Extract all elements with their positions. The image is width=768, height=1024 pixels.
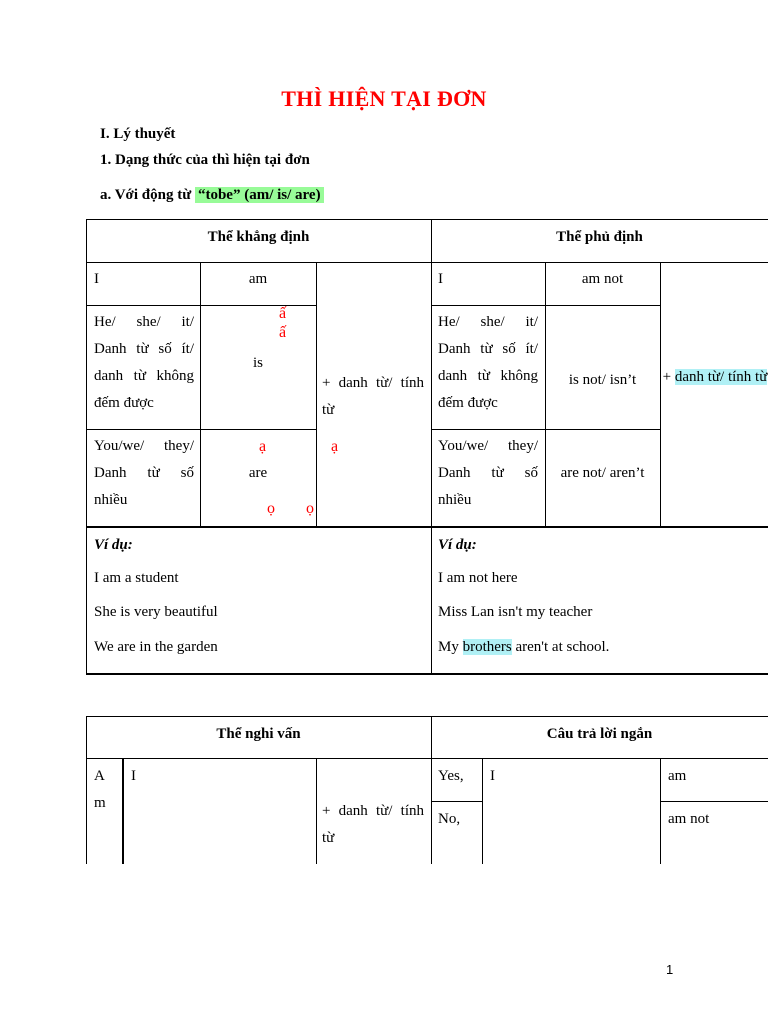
neg-example: Miss Lan isn't my teacher <box>438 604 593 620</box>
aff-verb-is: is <box>252 355 263 371</box>
aff-subject-i: I <box>94 271 99 287</box>
annotation-mark: ọ <box>267 500 275 517</box>
header-affirmative: Thể khẳng định <box>207 229 310 245</box>
question-verb: A m <box>94 768 106 811</box>
neg-verb-is-not: is not/ isn’t <box>568 372 637 388</box>
aff-example: I am a student <box>94 570 179 586</box>
annotation-mark: ạ <box>331 438 339 455</box>
annotation-mark: ạ <box>259 438 267 455</box>
aff-subject-he-she-it: He/ she/ it/ Danh từ số ít/ danh từ không đếm được <box>94 314 194 411</box>
page-number: 1 <box>666 962 674 977</box>
header-negative: Thể phủ định <box>556 229 643 245</box>
neg-example: I am not here <box>438 570 518 586</box>
annotation-mark: ọ <box>306 500 314 517</box>
question-complement: + danh từ/ tính từ <box>322 803 424 846</box>
aff-complement: + danh từ/ tính từ <box>322 375 424 418</box>
question-subject: I <box>131 768 136 784</box>
aff-verb-am: am <box>248 271 268 287</box>
tobe-highlight: “tobe” (am/ is/ are) <box>195 187 324 203</box>
neg-complement-prefix: + <box>662 369 675 385</box>
answer-am: am <box>668 768 687 784</box>
section-heading-tobe-prefix: a. Với động từ <box>100 187 195 203</box>
aff-verb-are: are <box>248 465 268 481</box>
neg-verb-are-not: are not/ aren’t <box>560 465 645 481</box>
neg-subject-you-we-they: You/we/ they/ Danh từ số nhiều <box>438 438 538 508</box>
neg-example3-after: aren't at school. <box>511 639 610 655</box>
section-heading-tobe <box>100 187 324 204</box>
section-heading-theory: I. Lý thuyết <box>100 126 176 142</box>
neg-example <box>438 634 609 661</box>
neg-complement-highlight: danh từ/ tính từ <box>674 369 768 385</box>
aff-subject-you-we-they: You/we/ they/ Danh từ số nhiều <box>94 438 194 508</box>
neg-subject-i: I <box>438 271 443 287</box>
aff-example: She is very beautiful <box>94 604 218 620</box>
annotation-mark: ấ <box>279 305 287 322</box>
brothers-highlight: brothers <box>462 639 512 655</box>
answer-subject: I <box>490 768 495 784</box>
aff-example: We are in the garden <box>94 639 218 655</box>
section-heading-form: 1. Dạng thức của thì hiện tại đơn <box>100 152 310 168</box>
document-title: THÌ HIỆN TẠI ĐƠN <box>281 86 487 111</box>
answer-yes: Yes, <box>438 768 464 784</box>
answer-no: No, <box>438 811 461 827</box>
aff-example-label: Ví dụ: <box>94 537 133 553</box>
neg-complement <box>662 364 768 391</box>
header-question: Thể nghi vấn <box>216 726 301 742</box>
annotation-mark: ấ <box>279 324 287 341</box>
neg-verb-am-not: am not <box>581 271 624 287</box>
neg-subject-he-she-it: He/ she/ it/ Danh từ số ít/ danh từ không đếm được <box>438 314 538 411</box>
answer-am-not: am not <box>668 811 710 827</box>
header-short-answer: Câu trả lời ngắn <box>546 726 653 742</box>
neg-example-label: Ví dụ: <box>438 537 477 553</box>
neg-example3-before: My <box>438 639 463 655</box>
